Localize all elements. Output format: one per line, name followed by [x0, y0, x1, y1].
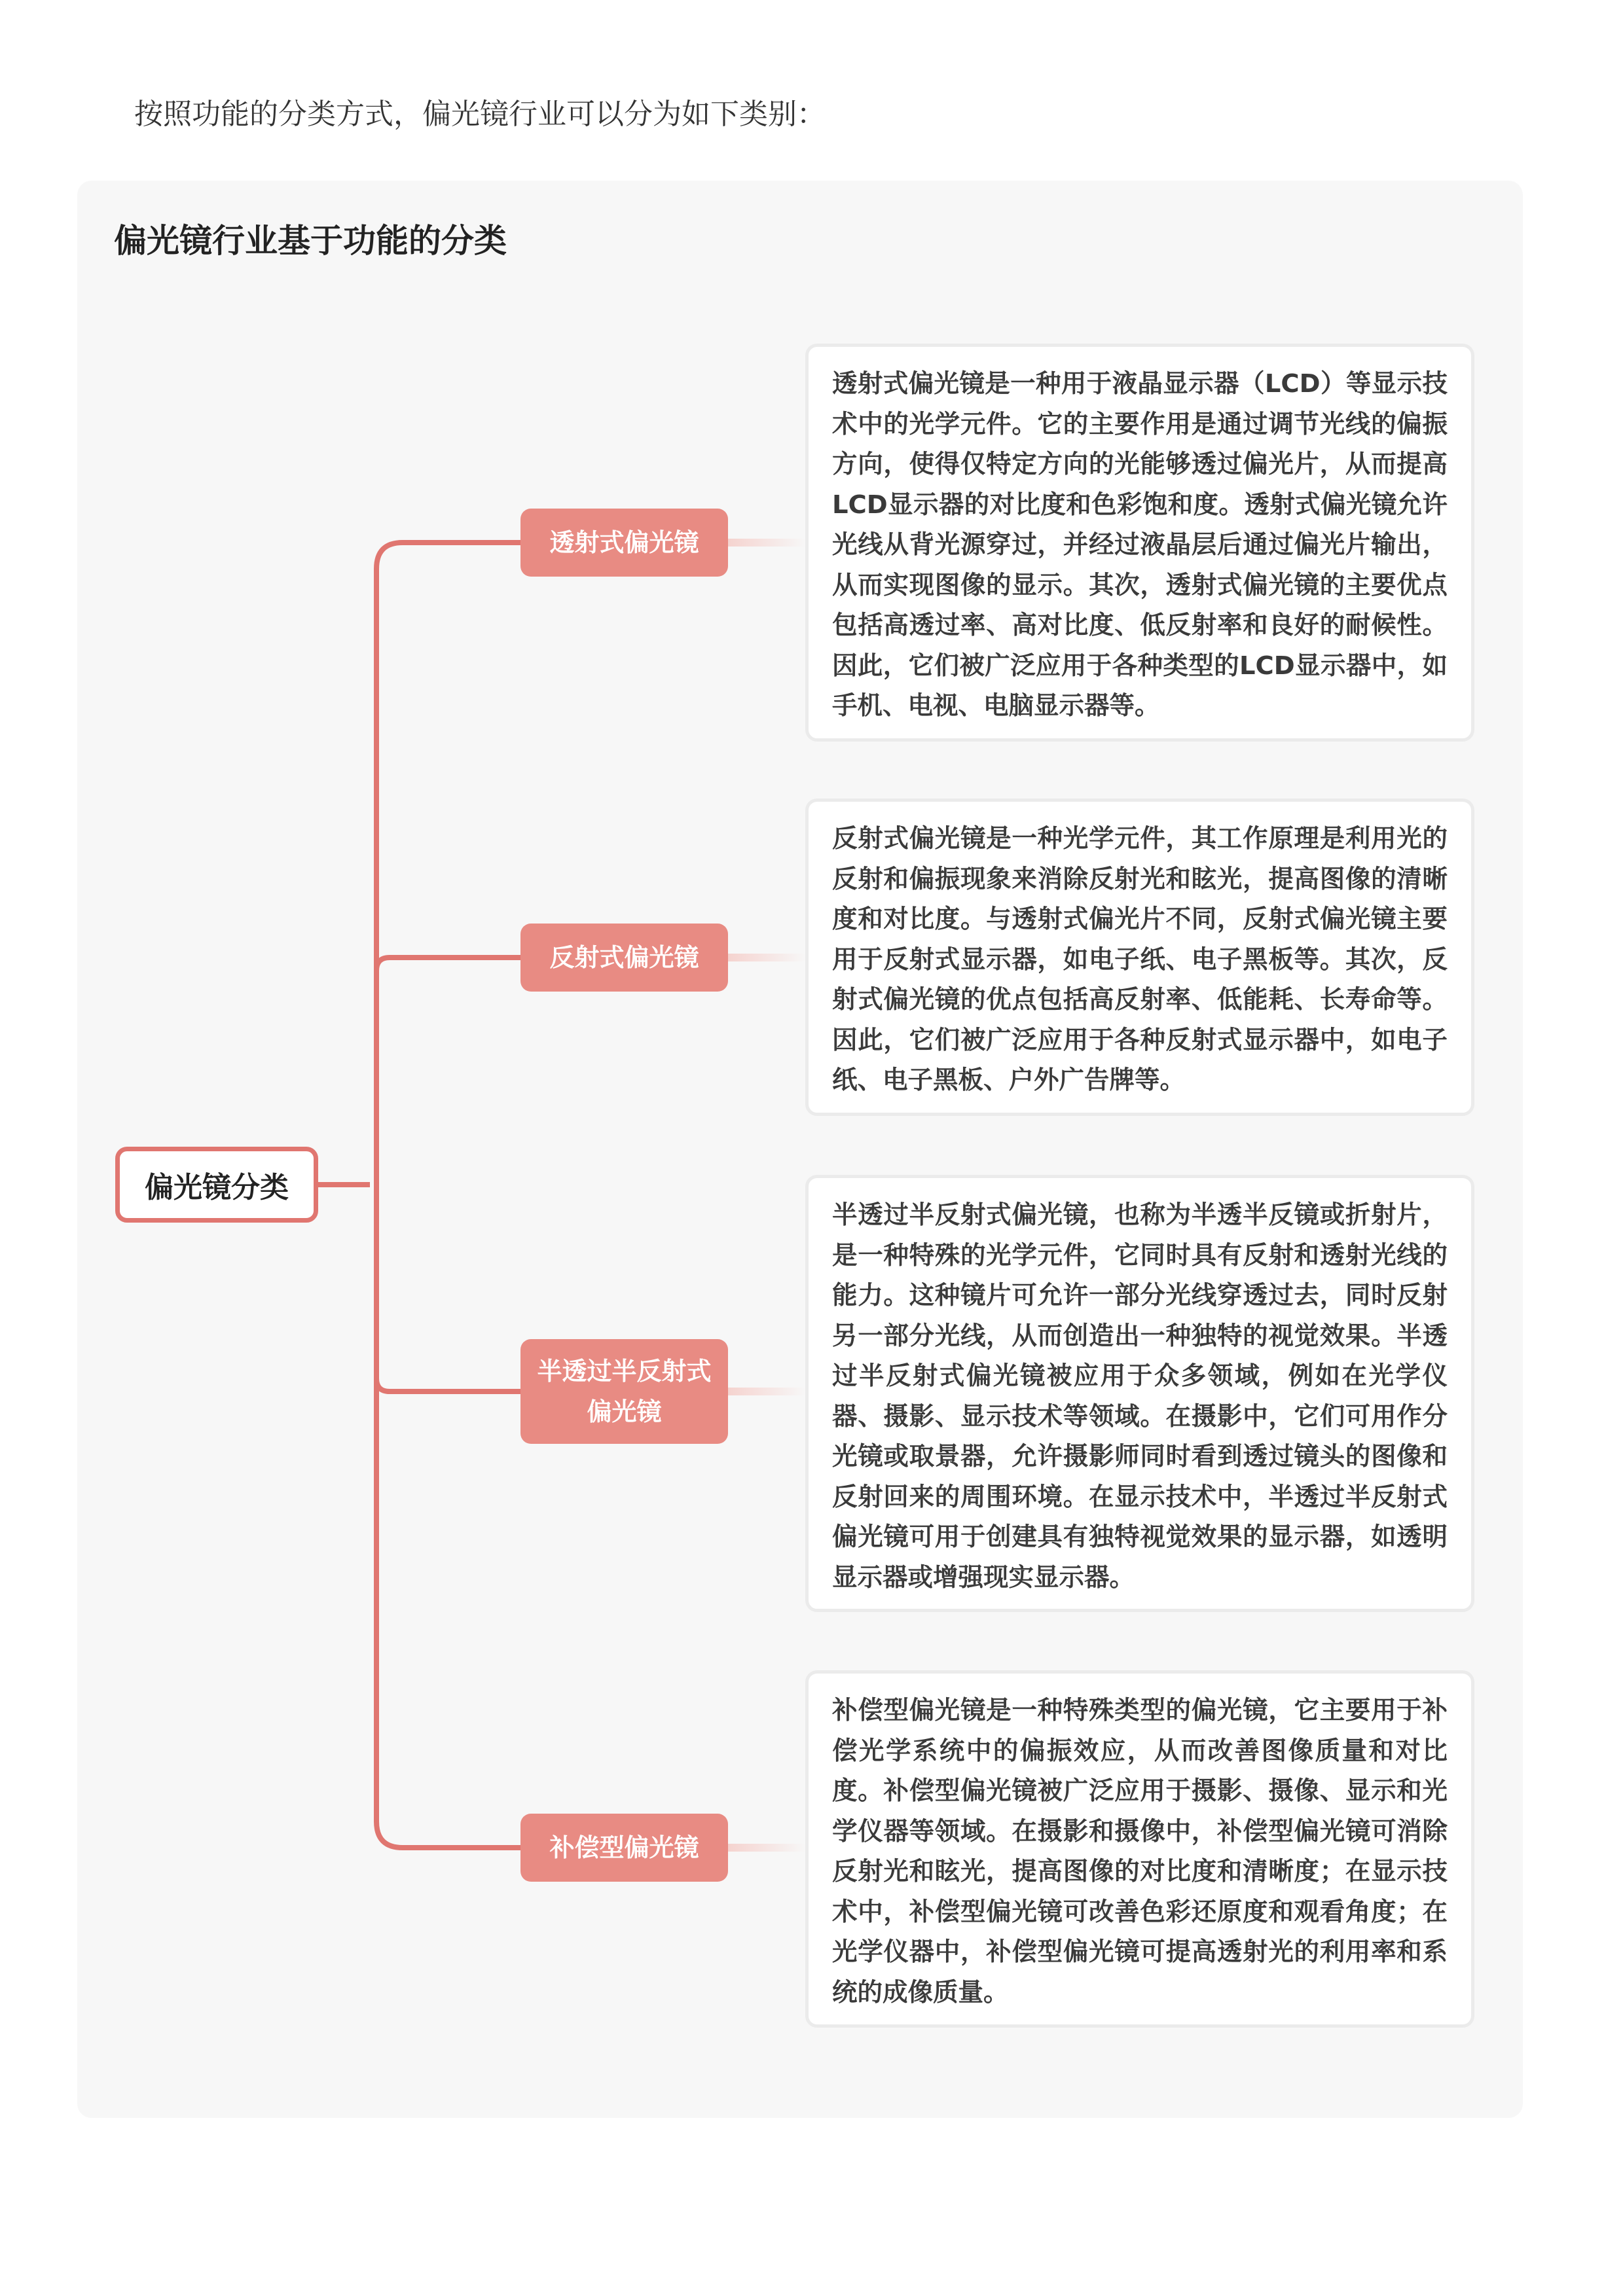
connector-branch-2 — [376, 958, 520, 971]
description-transmissive: 透射式偏光镜是一种用于液晶显示器（LCD）等显示技术中的光学元件。它的主要作用是通过调节光线的偏振方向，使得仅特定方向的光能够透过偏光片，从而提高LCD显示器的对比度和色彩饱和度。透射式偏光镜允许光线从背光源穿过，并经过液晶层后通过偏光片输出，从而实现图像的显示。其次，透射式偏光镜的主要优点包括高透过率、高对比度、低反射率和良好的耐候性。因此，它们被广泛应用于各种类型的LCD显示器中，如手机、电视、电脑显示器等。 — [805, 344, 1474, 742]
connector-fade-1 — [728, 539, 805, 547]
branch-node-compensation: 补偿型偏光镜 — [520, 1814, 728, 1882]
connector-branch-3 — [376, 1378, 520, 1391]
description-transflective: 半透过半反射式偏光镜，也称为半透半反镜或折射片，是一种特殊的光学元件，它同时具有反射和透射光线的能力。这种镜片可允许一部分光线穿透过去，同时反射另一部分光线，从而创造出一种独特的视觉效果。半透过半反射式偏光镜被应用于众多领域，例如在光学仪器、摄影、显示技术等领域。在摄影中，它们可用作分光镜或取景器，允许摄影师同时看到透过镜头的图像和反射回来的周围环境。在显示技术中，半透过半反射式偏光镜可用于创建具有独特视觉效果的显示器，如透明显示器或增强现实显示器。 — [805, 1175, 1474, 1612]
connector-fade-4 — [728, 1844, 805, 1852]
connector-trunk — [376, 543, 520, 1848]
branch-node-transmissive: 透射式偏光镜 — [520, 509, 728, 577]
branch-node-transflective: 半透过半反射式偏光镜 — [520, 1339, 728, 1444]
connector-fade-3 — [728, 1388, 805, 1395]
branch-node-reflective: 反射式偏光镜 — [520, 924, 728, 992]
description-reflective: 反射式偏光镜是一种光学元件，其工作原理是利用光的反射和偏振现象来消除反射光和眩光，提高图像的清晰度和对比度。与透射式偏光片不同，反射式偏光镜主要用于反射式显示器，如电子纸、电子黑板等。其次，反射式偏光镜的优点包括高反射率、低能耗、长寿命等。因此，它们被广泛应用于各种反射式显示器中，如电子纸、电子黑板、户外广告牌等。 — [805, 798, 1474, 1116]
intro-text: 按照功能的分类方式，偏光镜行业可以分为如下类别： — [134, 98, 826, 131]
root-node: 偏光镜分类 — [115, 1147, 318, 1223]
diagram-title: 偏光镜行业基于功能的分类 — [114, 222, 507, 260]
description-compensation: 补偿型偏光镜是一种特殊类型的偏光镜，它主要用于补偿光学系统中的偏振效应，从而改善图像质量和对比度。补偿型偏光镜被广泛应用于摄影、摄像、显示和光学仪器等领域。在摄影和摄像中，补偿型偏光镜可消除反射光和眩光，提高图像的对比度和清晰度；在显示技术中，补偿型偏光镜可改善色彩还原度和观看角度；在光学仪器中，补偿型偏光镜可提高透射光的利用率和系统的成像质量。 — [805, 1670, 1474, 2028]
connector-fade-2 — [728, 954, 805, 961]
